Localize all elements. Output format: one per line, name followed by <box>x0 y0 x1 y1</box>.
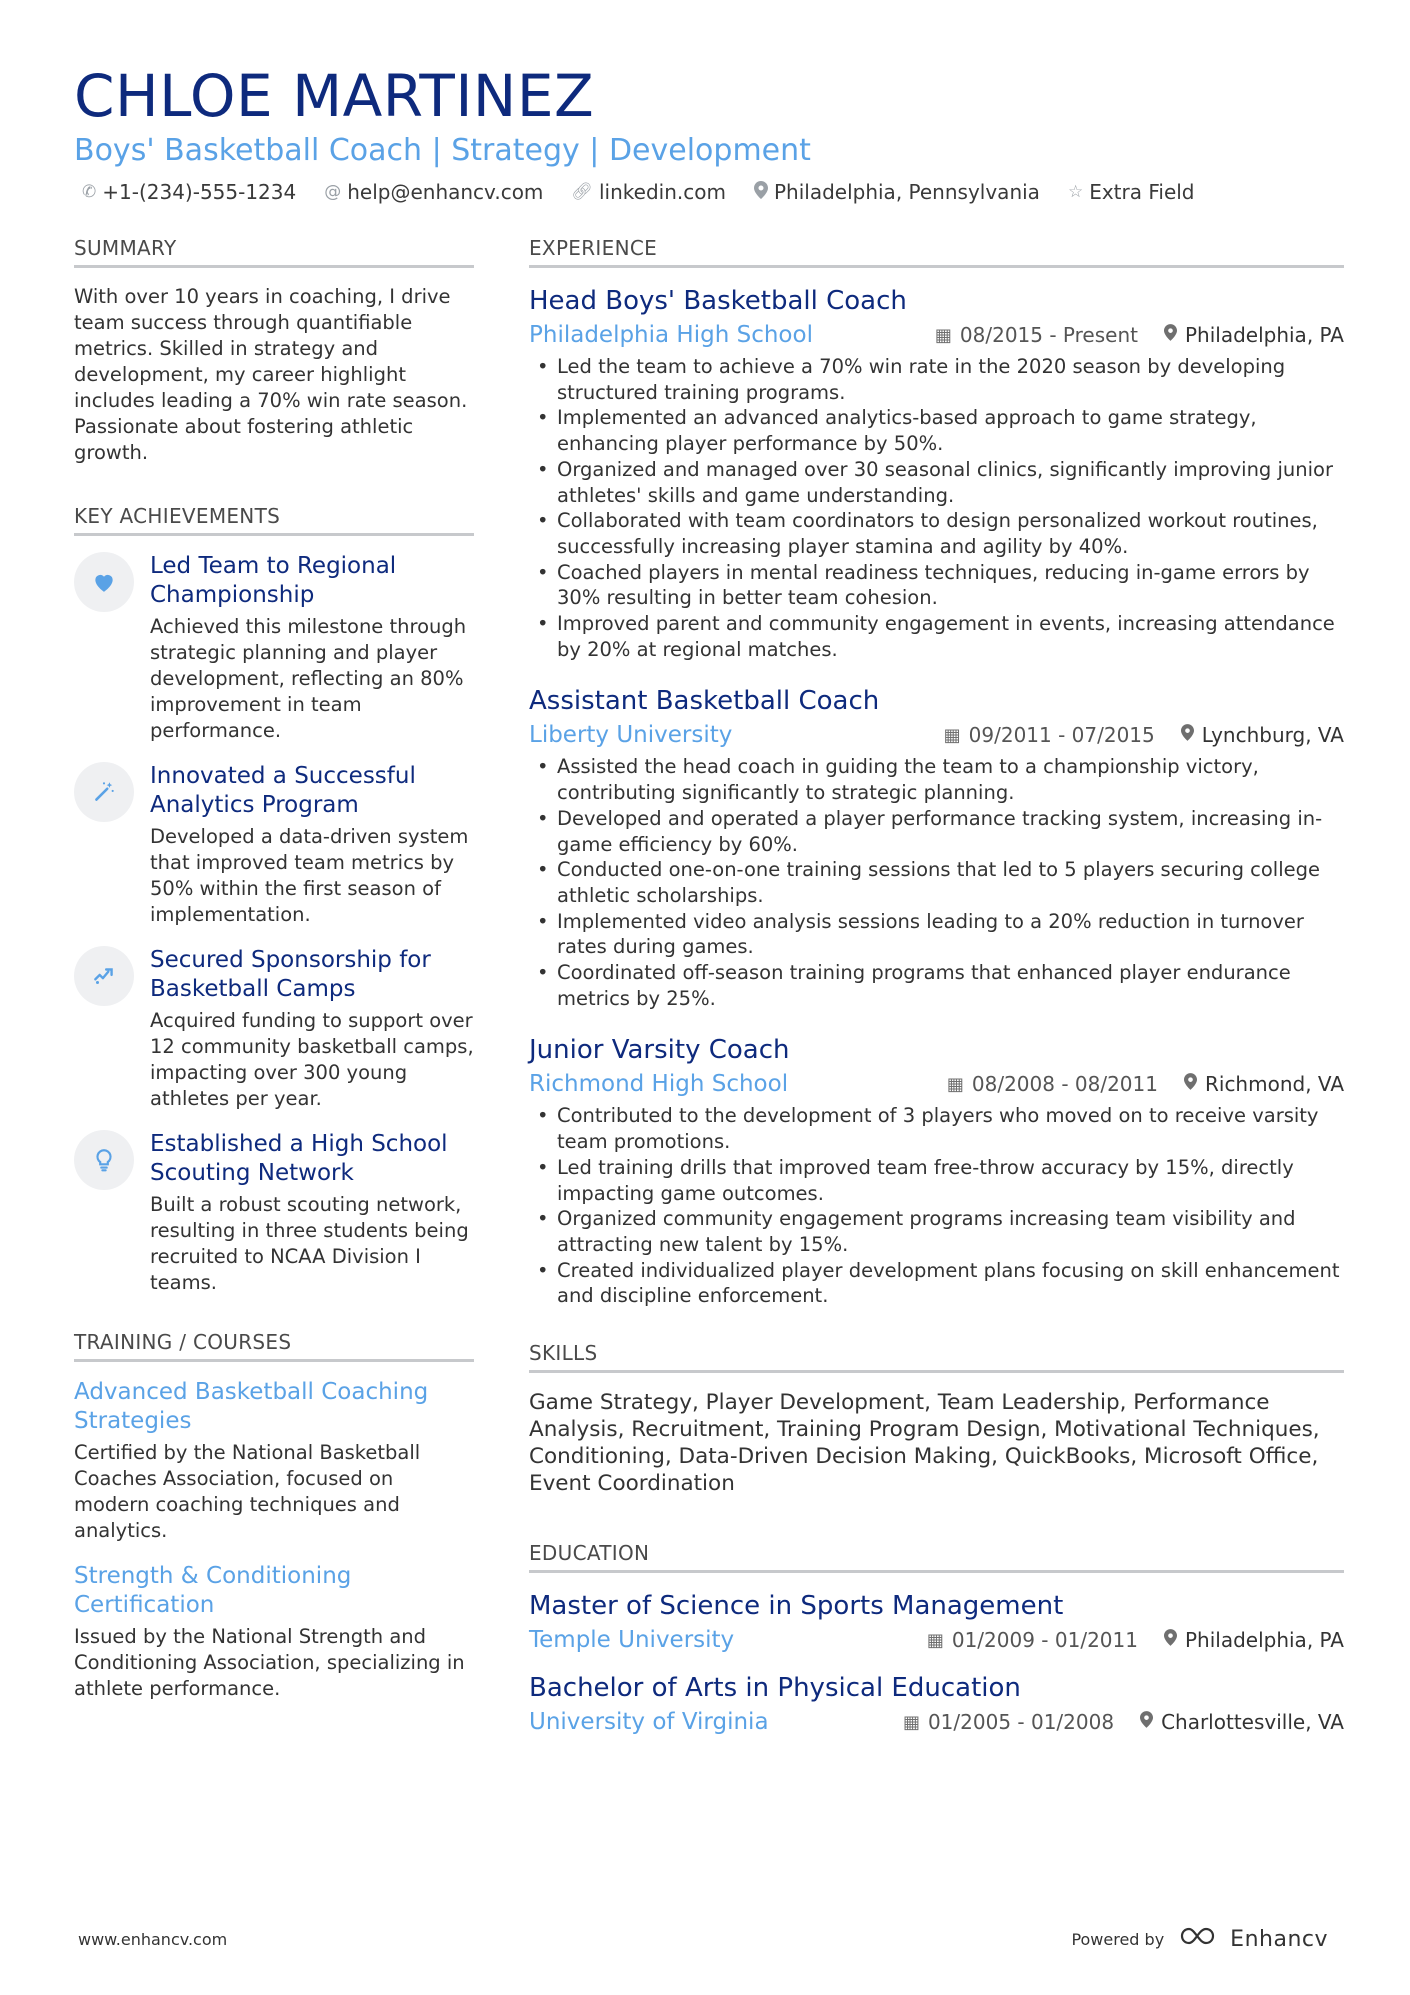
calendar-icon: ▦ <box>943 724 961 746</box>
achievement-desc: Acquired funding to support over 12 community basketball camps, impacting over 300 young athletes per year. <box>150 1009 474 1110</box>
list-item: • Implemented video analysis sessions leading to a 20% reduction in turnover rates during games. <box>529 909 1344 960</box>
experience-title: EXPERIENCE <box>529 236 1344 268</box>
education-location: Charlottesville, VA <box>1161 1710 1344 1735</box>
course-desc: Issued by the National Strength and Conditioning Association, specializing in athlete performance. <box>74 1625 465 1700</box>
list-item: • Coordinated off-season training programs that enhanced player endurance metrics by 25%. <box>529 960 1344 1011</box>
job-company: Philadelphia High School <box>529 322 813 348</box>
list-item: • Collaborated with team coordinators to design personalized workout routines, successfully increasing player stamina and agility by 40%. <box>529 508 1344 559</box>
achievements-section <box>74 504 474 1296</box>
contact-phone-text: +1-(234)-555-1234 <box>102 180 297 204</box>
contact-bar <box>74 180 1344 204</box>
contact-extra-text: Extra Field <box>1089 180 1195 204</box>
location-icon <box>1164 324 1177 346</box>
education-entry <box>529 1671 1344 1735</box>
location-icon <box>1164 1629 1177 1651</box>
calendar-icon: ▦ <box>946 1073 964 1095</box>
list-item: • Created individualized player development plans focusing on skill enhancement and discipline enforcement. <box>529 1258 1344 1309</box>
course-desc: Certified by the National Basketball Coaches Association, focused on modern coaching techniques and analytics. <box>74 1441 421 1542</box>
resume-header <box>74 62 1344 204</box>
contact-linkedin-text: linkedin.com <box>599 180 726 204</box>
contact-location <box>754 180 1040 204</box>
job-bullets <box>529 754 1344 1011</box>
education-degree: Master of Science in Sports Management <box>529 1591 1064 1622</box>
calendar-icon: ▦ <box>926 1629 944 1651</box>
job-entry <box>529 684 1344 1011</box>
summary-text: With over 10 years in coaching, I drive team success through quantifiable metrics. Skilled in strategy and development, my career highlight includes leading a 70% win rate season. Passionate about fostering athletic growth. <box>74 285 468 464</box>
candidate-name: CHLOE MARTINEZ <box>74 62 595 130</box>
summary-title: SUMMARY <box>74 236 474 268</box>
education-location: Philadelphia, PA <box>1184 1628 1344 1653</box>
list-item: • Organized and managed over 30 seasonal clinics, significantly improving junior athletes' skills and game understanding. <box>529 457 1344 508</box>
star-icon: ☆ <box>1067 182 1084 202</box>
list-item: • Led training drills that improved team free-throw accuracy by 15%, directly impacting game outcomes. <box>529 1155 1344 1206</box>
education-date: 01/2009 - 01/2011 <box>951 1628 1138 1653</box>
experience-section <box>529 236 1344 1309</box>
left-column <box>74 236 474 1720</box>
summary-section <box>74 236 474 466</box>
list-item: • Led the team to achieve a 70% win rate in the 2020 season by developing structured training programs. <box>529 354 1344 405</box>
phone-icon: ✆ <box>82 182 97 202</box>
achievement-desc: Built a robust scouting network, resulting in three students being recruited to NCAA Division I teams. <box>150 1193 469 1294</box>
brand-name: Enhancv <box>1230 1926 1328 1952</box>
job-title: Junior Varsity Coach <box>529 1035 790 1066</box>
candidate-headline: Boys' Basketball Coach | Strategy | Development <box>74 133 811 168</box>
brand-logo[interactable] <box>1178 1925 1328 1953</box>
course-item <box>74 1562 474 1702</box>
achievement-title: Innovated a Successful Analytics Program <box>150 763 416 818</box>
achievement-item <box>74 762 474 928</box>
education-section <box>529 1541 1344 1735</box>
course-title: Strength & Conditioning Certification <box>74 1563 352 1618</box>
achievement-item <box>74 1130 474 1296</box>
lightbulb-icon <box>74 1130 134 1190</box>
job-bullets <box>529 354 1344 662</box>
calendar-icon: ▦ <box>934 324 952 346</box>
skills-text: Game Strategy, Player Development, Team Leadership, Performance Analysis, Recruitment, Training Program Design, Motivational Techniques, Conditioning, Data-Driven Decision Making, QuickBooks, Microsoft Office, Event Coordination <box>529 1390 1320 1497</box>
achievement-title: Established a High School Scouting Network <box>150 1131 448 1186</box>
right-column <box>529 236 1344 1753</box>
magic-wand-icon <box>74 762 134 822</box>
achievement-item <box>74 946 474 1112</box>
education-degree: Bachelor of Arts in Physical Education <box>529 1673 1021 1704</box>
job-location: Lynchburg, VA <box>1201 723 1344 748</box>
at-icon: @ <box>324 182 342 202</box>
training-section <box>74 1330 474 1702</box>
skills-title: SKILLS <box>529 1341 1344 1373</box>
location-icon <box>1140 1711 1153 1733</box>
education-school: Temple University <box>529 1627 735 1654</box>
infinity-icon <box>1178 1925 1222 1953</box>
link-icon: 🔗︎ <box>571 182 593 202</box>
contact-linkedin[interactable] <box>571 180 726 204</box>
education-title: EDUCATION <box>529 1541 1344 1573</box>
list-item: • Assisted the head coach in guiding the team to a championship victory, contributing significantly to strategic planning. <box>529 754 1344 805</box>
achievements-title: KEY ACHIEVEMENTS <box>74 504 474 536</box>
skills-section <box>529 1341 1344 1497</box>
footer-website[interactable]: www.enhancv.com <box>78 1929 228 1949</box>
education-entry <box>529 1589 1344 1653</box>
job-company: Richmond High School <box>529 1071 789 1098</box>
contact-extra <box>1068 180 1195 204</box>
list-item: • Improved parent and community engagement in events, increasing attendance by 20% at regional matches. <box>529 611 1344 662</box>
training-title: TRAINING / COURSES <box>74 1330 474 1362</box>
contact-phone[interactable] <box>82 180 296 204</box>
job-date: 08/2008 - 08/2011 <box>971 1072 1158 1097</box>
list-item: • Contributed to the development of 3 players who moved on to receive varsity team promotions. <box>529 1103 1344 1154</box>
page-footer <box>78 1925 1328 1953</box>
contact-email-text: help@enhancv.com <box>347 180 544 204</box>
job-location: Philadelphia, PA <box>1184 323 1344 347</box>
job-bullets <box>529 1103 1344 1309</box>
list-item: • Developed and operated a player performance tracking system, increasing in-game efficiency by 60%. <box>529 806 1344 857</box>
education-school: University of Virginia <box>529 1709 769 1736</box>
achievement-title: Led Team to Regional Championship <box>150 553 397 608</box>
list-item: • Implemented an advanced analytics-based approach to game strategy, enhancing player performance by 50%. <box>529 405 1344 456</box>
heart-icon <box>74 552 134 612</box>
calendar-icon: ▦ <box>902 1711 920 1733</box>
course-item <box>74 1378 474 1544</box>
job-title: Head Boys' Basketball Coach <box>529 286 907 316</box>
education-date: 01/2005 - 01/2008 <box>927 1710 1115 1735</box>
list-item: • Conducted one-on-one training sessions that led to 5 players securing college athletic scholarships. <box>529 857 1344 908</box>
achievement-title: Secured Sponsorship for Basketball Camps <box>150 947 431 1002</box>
contact-location-text: Philadelphia, Pennsylvania <box>773 180 1040 204</box>
location-icon <box>1181 724 1194 746</box>
achievement-desc: Achieved this milestone through strategic planning and player development, reflecting an 80% improvement in team performance. <box>150 615 467 742</box>
handshake-icon <box>74 946 134 1006</box>
job-date: 09/2011 - 07/2015 <box>968 723 1155 748</box>
location-icon <box>1184 1073 1197 1095</box>
job-title: Assistant Basketball Coach <box>529 686 880 717</box>
contact-email[interactable] <box>324 180 543 204</box>
job-entry <box>529 284 1344 662</box>
job-company: Liberty University <box>529 722 733 749</box>
list-item: • Organized community engagement programs increasing team visibility and attracting new talent by 15%. <box>529 1206 1344 1257</box>
powered-by-label: Powered by <box>1071 1929 1165 1949</box>
achievement-item <box>74 552 474 744</box>
course-title: Advanced Basketball Coaching Strategies <box>74 1379 429 1434</box>
job-entry <box>529 1033 1344 1309</box>
job-location: Richmond, VA <box>1204 1072 1344 1097</box>
list-item: • Coached players in mental readiness techniques, reducing in-game errors by 30% resulting in better team cohesion. <box>529 560 1344 611</box>
achievement-desc: Developed a data-driven system that improved team metrics by 50% within the first season of implementation. <box>150 825 469 926</box>
location-icon <box>754 181 768 204</box>
job-date: 08/2015 - Present <box>959 323 1138 347</box>
